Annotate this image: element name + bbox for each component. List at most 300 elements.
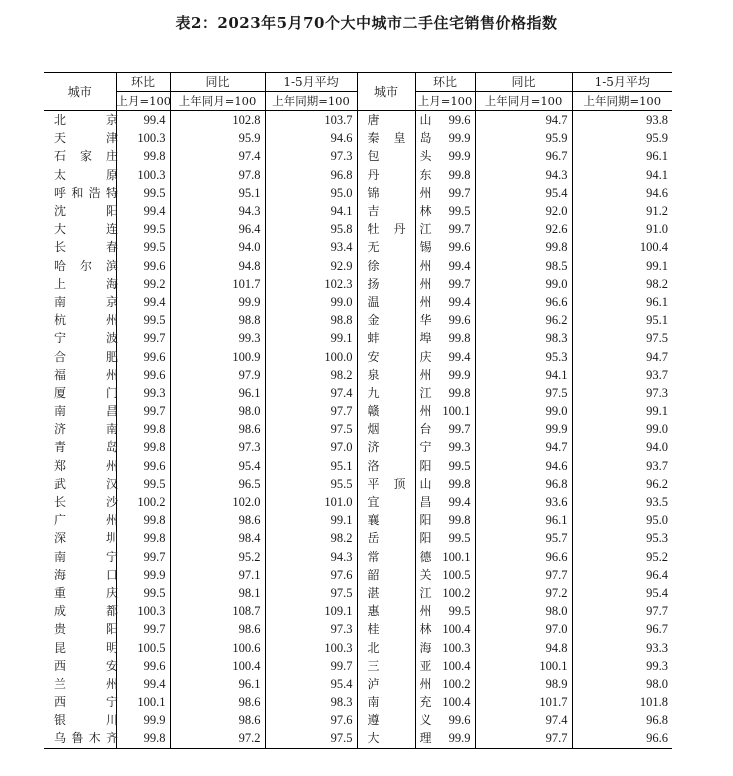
mom-value-right: 99.4: [415, 293, 475, 311]
table-row: [44, 384, 672, 402]
city-name-left: [44, 420, 116, 438]
city-label: 武 汉: [54, 476, 118, 491]
city-name-left: [44, 129, 116, 147]
avg-value-left: 97.5: [265, 729, 357, 748]
yoy-value-right: 100.1: [475, 657, 572, 675]
city-label: 郑 州: [54, 458, 118, 473]
mom-value-right: 99.6: [415, 238, 475, 256]
mom-value-left: 99.3: [116, 384, 170, 402]
city-label: 平顶山: [367, 476, 432, 491]
table-row: [44, 147, 672, 165]
mom-value-right: 100.4: [415, 657, 475, 675]
city-name-left: [44, 675, 116, 693]
avg-value-left: 97.4: [265, 384, 357, 402]
city-label: 济 南: [54, 422, 118, 437]
yoy-value-right: 99.8: [475, 238, 572, 256]
city-name-right: [357, 529, 432, 547]
city-label: 南 昌: [54, 404, 118, 419]
yoy-value-left: 96.1: [170, 675, 265, 693]
city-label: 洛 阳: [367, 458, 432, 473]
table-row: [44, 220, 672, 238]
avg-value-left: 103.7: [265, 111, 357, 130]
city-label: 石家庄: [54, 149, 118, 164]
mom-value-left: 99.7: [116, 402, 170, 420]
table-row: [44, 111, 672, 130]
table-row: [44, 693, 672, 711]
yoy-value-right: 99.9: [475, 420, 572, 438]
avg-value-right: 96.4: [572, 566, 672, 584]
mom-value-right: 99.9: [415, 129, 475, 147]
mom-value-left: 99.7: [116, 548, 170, 566]
avg-value-right: 99.3: [572, 657, 672, 675]
yoy-value-right: 94.6: [475, 457, 572, 475]
city-label: 襄 阳: [367, 513, 432, 528]
mom-value-right: 99.9: [415, 729, 475, 748]
table-row: [44, 620, 672, 638]
header-avg-right: 1-5月平均: [572, 73, 672, 92]
yoy-value-left: 94.8: [170, 257, 265, 275]
mom-value-left: 99.8: [116, 511, 170, 529]
avg-value-left: 97.3: [265, 147, 357, 165]
mom-value-right: 100.4: [415, 693, 475, 711]
city-label: 赣 州: [367, 404, 432, 419]
city-name-right: [357, 347, 432, 365]
avg-value-right: 94.7: [572, 347, 672, 365]
city-name-left: [44, 511, 116, 529]
city-label: 厦 门: [54, 385, 118, 400]
avg-value-left: 94.1: [265, 202, 357, 220]
yoy-value-left: 95.2: [170, 548, 265, 566]
avg-value-right: 93.5: [572, 493, 672, 511]
city-name-left: [44, 202, 116, 220]
city-name-right: [357, 584, 432, 602]
mom-value-right: 99.5: [415, 602, 475, 620]
yoy-value-left: 96.1: [170, 384, 265, 402]
city-name-right: [357, 675, 432, 693]
city-label: 扬 州: [367, 276, 432, 291]
yoy-value-left: 95.9: [170, 129, 265, 147]
yoy-value-right: 97.0: [475, 620, 572, 638]
header-avg-left: 1-5月平均: [265, 73, 357, 92]
avg-value-left: 92.9: [265, 257, 357, 275]
avg-value-left: 99.0: [265, 293, 357, 311]
city-label: 广 州: [54, 513, 118, 528]
table-row: [44, 548, 672, 566]
city-label: 南 京: [54, 294, 118, 309]
table-row: [44, 166, 672, 184]
yoy-value-right: 99.0: [475, 275, 572, 293]
avg-value-left: 99.7: [265, 657, 357, 675]
avg-value-right: 98.0: [572, 675, 672, 693]
subheader-yoy-left: 上年同月=100: [170, 92, 265, 111]
mom-value-right: 100.1: [415, 548, 475, 566]
table-row: [44, 293, 672, 311]
mom-value-left: 99.5: [116, 220, 170, 238]
mom-value-left: 100.3: [116, 602, 170, 620]
city-label: 西 安: [54, 658, 118, 673]
city-name-left: [44, 111, 116, 130]
mom-value-right: 99.4: [415, 493, 475, 511]
table-row: [44, 638, 672, 656]
city-label: 南 宁: [54, 549, 118, 564]
avg-value-right: 95.9: [572, 129, 672, 147]
table-row: [44, 511, 672, 529]
yoy-value-left: 97.1: [170, 566, 265, 584]
avg-value-left: 94.3: [265, 548, 357, 566]
yoy-value-left: 97.3: [170, 438, 265, 456]
mom-value-left: 99.4: [116, 293, 170, 311]
avg-value-right: 97.5: [572, 329, 672, 347]
city-name-left: [44, 693, 116, 711]
mom-value-right: 99.7: [415, 275, 475, 293]
yoy-value-left: 102.8: [170, 111, 265, 130]
city-name-right: [357, 293, 432, 311]
yoy-value-right: 95.7: [475, 529, 572, 547]
city-name-right: [357, 220, 432, 238]
avg-value-left: 94.6: [265, 129, 357, 147]
avg-value-right: 95.1: [572, 311, 672, 329]
mom-value-left: 99.6: [116, 657, 170, 675]
avg-value-left: 95.4: [265, 675, 357, 693]
city-name-left: [44, 602, 116, 620]
avg-value-left: 100.3: [265, 638, 357, 656]
city-label: 三 亚: [367, 658, 432, 673]
mom-value-left: 100.3: [116, 129, 170, 147]
mom-value-right: 100.1: [415, 402, 475, 420]
city-label: 北 京: [54, 113, 118, 128]
city-name-right: [357, 184, 432, 202]
avg-value-right: 94.0: [572, 438, 672, 456]
yoy-value-left: 98.6: [170, 693, 265, 711]
city-label: 徐 州: [367, 258, 432, 273]
mom-value-left: 99.4: [116, 111, 170, 130]
yoy-value-right: 96.1: [475, 511, 572, 529]
city-label: 宁 波: [54, 331, 118, 346]
mom-value-left: 99.5: [116, 184, 170, 202]
avg-value-left: 100.0: [265, 347, 357, 365]
city-name-left: [44, 293, 116, 311]
yoy-value-left: 95.1: [170, 184, 265, 202]
mom-value-left: 99.9: [116, 566, 170, 584]
city-label: 青 岛: [54, 440, 118, 455]
yoy-value-right: 94.7: [475, 438, 572, 456]
avg-value-right: 93.7: [572, 457, 672, 475]
mom-value-right: 99.8: [415, 166, 475, 184]
avg-value-left: 93.4: [265, 238, 357, 256]
mom-value-left: 99.6: [116, 347, 170, 365]
mom-value-right: 99.5: [415, 202, 475, 220]
city-label: 无 锡: [367, 240, 432, 255]
mom-value-left: 99.5: [116, 475, 170, 493]
avg-value-left: 97.3: [265, 620, 357, 638]
yoy-value-left: 98.6: [170, 420, 265, 438]
mom-value-right: 99.8: [415, 384, 475, 402]
city-name-left: [44, 402, 116, 420]
header-yoy-left: 同比: [170, 73, 265, 92]
city-name-left: [44, 620, 116, 638]
yoy-value-right: 98.5: [475, 257, 572, 275]
city-label: 大 理: [367, 731, 432, 746]
yoy-value-right: 97.2: [475, 584, 572, 602]
avg-value-left: 98.2: [265, 366, 357, 384]
city-name-right: [357, 420, 432, 438]
city-label: 惠 州: [367, 604, 432, 619]
yoy-value-right: 93.6: [475, 493, 572, 511]
city-name-right: [357, 329, 432, 347]
yoy-value-right: 92.6: [475, 220, 572, 238]
yoy-value-left: 97.9: [170, 366, 265, 384]
city-label: 哈尔滨: [54, 258, 118, 273]
table-row: [44, 238, 672, 256]
city-label: 兰 州: [54, 676, 118, 691]
yoy-value-right: 95.3: [475, 347, 572, 365]
city-name-right: [357, 711, 432, 729]
avg-value-right: 99.0: [572, 420, 672, 438]
city-name-left: [44, 220, 116, 238]
yoy-value-left: 100.9: [170, 347, 265, 365]
mom-value-right: 100.4: [415, 620, 475, 638]
mom-value-right: 99.6: [415, 311, 475, 329]
mom-value-right: 99.7: [415, 420, 475, 438]
yoy-value-left: 98.8: [170, 311, 265, 329]
avg-value-left: 97.5: [265, 420, 357, 438]
city-name-left: [44, 147, 116, 165]
yoy-value-left: 95.4: [170, 457, 265, 475]
table-row: [44, 729, 672, 748]
avg-value-left: 97.6: [265, 566, 357, 584]
city-label: 常 德: [367, 549, 432, 564]
mom-value-left: 100.1: [116, 693, 170, 711]
avg-value-right: 95.3: [572, 529, 672, 547]
city-label: 深 圳: [54, 531, 118, 546]
avg-value-left: 98.2: [265, 529, 357, 547]
yoy-value-left: 98.1: [170, 584, 265, 602]
city-name-left: [44, 529, 116, 547]
city-label: 岳 阳: [367, 531, 432, 546]
city-name-left: [44, 457, 116, 475]
city-name-left: [44, 384, 116, 402]
mom-value-left: 99.7: [116, 620, 170, 638]
table-row: [44, 529, 672, 547]
avg-value-right: 97.3: [572, 384, 672, 402]
avg-value-left: 97.6: [265, 711, 357, 729]
yoy-value-right: 95.4: [475, 184, 572, 202]
avg-value-right: 100.4: [572, 238, 672, 256]
city-label: 太 原: [54, 167, 118, 182]
city-label: 金 华: [367, 313, 432, 328]
table-row: [44, 657, 672, 675]
mom-value-right: 99.9: [415, 366, 475, 384]
city-label: 大 连: [54, 222, 118, 237]
avg-value-right: 95.4: [572, 584, 672, 602]
avg-value-right: 99.1: [572, 402, 672, 420]
city-name-left: [44, 729, 116, 748]
yoy-value-right: 96.7: [475, 147, 572, 165]
city-label: 温 州: [367, 294, 432, 309]
mom-value-right: 99.6: [415, 711, 475, 729]
city-label: 杭 州: [54, 313, 118, 328]
subheader-mom-left: 上月=100: [116, 92, 170, 111]
city-label: 泉 州: [367, 367, 432, 382]
city-label: 宜 昌: [367, 495, 432, 510]
city-name-right: [357, 129, 432, 147]
avg-value-right: 96.1: [572, 147, 672, 165]
city-name-right: [357, 693, 432, 711]
avg-value-left: 102.3: [265, 275, 357, 293]
table-row: [44, 184, 672, 202]
table-row: [44, 438, 672, 456]
city-name-left: [44, 166, 116, 184]
city-name-left: [44, 711, 116, 729]
subheader-yoy-right: 上年同月=100: [475, 92, 572, 111]
yoy-value-right: 101.7: [475, 693, 572, 711]
yoy-value-left: 102.0: [170, 493, 265, 511]
mom-value-right: 99.4: [415, 257, 475, 275]
city-name-left: [44, 238, 116, 256]
city-label: 包 头: [367, 149, 432, 164]
city-name-left: [44, 548, 116, 566]
city-name-right: [357, 257, 432, 275]
header-city-left: 城市: [44, 73, 116, 111]
mom-value-right: 99.5: [415, 457, 475, 475]
yoy-value-left: 96.4: [170, 220, 265, 238]
yoy-value-right: 92.0: [475, 202, 572, 220]
mom-value-right: 99.8: [415, 475, 475, 493]
city-name-right: [357, 111, 432, 130]
avg-value-right: 93.3: [572, 638, 672, 656]
yoy-value-left: 100.6: [170, 638, 265, 656]
mom-value-right: 99.5: [415, 529, 475, 547]
yoy-value-right: 94.3: [475, 166, 572, 184]
city-label: 北 海: [367, 640, 432, 655]
mom-value-right: 100.3: [415, 638, 475, 656]
city-label: 西 宁: [54, 695, 118, 710]
header-city-right: 城市: [357, 73, 415, 111]
city-name-left: [44, 347, 116, 365]
yoy-value-right: 97.4: [475, 711, 572, 729]
yoy-value-left: 100.4: [170, 657, 265, 675]
city-name-left: [44, 366, 116, 384]
mom-value-left: 99.8: [116, 438, 170, 456]
city-name-left: [44, 657, 116, 675]
subheader-avg-left: 上年同期=100: [265, 92, 357, 111]
city-label: 海 口: [54, 567, 118, 582]
avg-value-right: 96.2: [572, 475, 672, 493]
yoy-value-right: 98.9: [475, 675, 572, 693]
table-row: [44, 584, 672, 602]
city-name-right: [357, 475, 432, 493]
city-label: 长 春: [54, 240, 118, 255]
avg-value-right: 96.6: [572, 729, 672, 748]
city-label: 福 州: [54, 367, 118, 382]
mom-value-left: 99.4: [116, 202, 170, 220]
yoy-value-left: 101.7: [170, 275, 265, 293]
city-label: 湛 江: [367, 585, 432, 600]
yoy-value-right: 96.8: [475, 475, 572, 493]
city-label: 蚌 埠: [367, 331, 432, 346]
yoy-value-left: 98.6: [170, 511, 265, 529]
avg-value-right: 96.8: [572, 711, 672, 729]
table-row: [44, 420, 672, 438]
city-label: 合 肥: [54, 349, 118, 364]
city-name-left: [44, 438, 116, 456]
mom-value-left: 99.8: [116, 729, 170, 748]
mom-value-right: 99.6: [415, 111, 475, 130]
city-name-left: [44, 493, 116, 511]
mom-value-right: 99.7: [415, 220, 475, 238]
yoy-value-right: 97.5: [475, 384, 572, 402]
city-name-left: [44, 257, 116, 275]
city-name-right: [357, 638, 432, 656]
avg-value-left: 96.8: [265, 166, 357, 184]
yoy-value-left: 97.8: [170, 166, 265, 184]
city-name-left: [44, 566, 116, 584]
city-label: 吉 林: [367, 204, 432, 219]
city-name-right: [357, 166, 432, 184]
yoy-value-left: 98.4: [170, 529, 265, 547]
city-name-right: [357, 548, 432, 566]
avg-value-left: 98.8: [265, 311, 357, 329]
avg-value-right: 94.1: [572, 166, 672, 184]
avg-value-right: 93.7: [572, 366, 672, 384]
avg-value-left: 97.0: [265, 438, 357, 456]
avg-value-left: 109.1: [265, 602, 357, 620]
avg-value-right: 98.2: [572, 275, 672, 293]
yoy-value-right: 98.0: [475, 602, 572, 620]
city-label: 呼和浩特: [54, 185, 118, 200]
table-row: [44, 275, 672, 293]
table-row: [44, 711, 672, 729]
yoy-value-left: 99.9: [170, 293, 265, 311]
header-mom-left: 环比: [116, 73, 170, 92]
table-row: [44, 602, 672, 620]
mom-value-right: 99.4: [415, 347, 475, 365]
city-name-right: [357, 511, 432, 529]
city-label: 牡丹江: [367, 222, 432, 237]
city-name-left: [44, 275, 116, 293]
city-label: 乌鲁木齐: [54, 731, 118, 746]
city-label: 银 川: [54, 713, 118, 728]
mom-value-left: 99.4: [116, 675, 170, 693]
table-title: 表2：2023年5月70个大中城市二手住宅销售价格指数: [175, 14, 558, 32]
yoy-value-right: 96.6: [475, 293, 572, 311]
avg-value-left: 95.1: [265, 457, 357, 475]
table-row: [44, 129, 672, 147]
table-row: [44, 402, 672, 420]
mom-value-left: 99.6: [116, 457, 170, 475]
city-name-right: [357, 238, 432, 256]
table-row: [44, 475, 672, 493]
yoy-value-left: 97.4: [170, 147, 265, 165]
city-label: 锦 州: [367, 185, 432, 200]
city-label: 泸 州: [367, 676, 432, 691]
avg-value-left: 95.8: [265, 220, 357, 238]
yoy-value-right: 97.7: [475, 566, 572, 584]
header-mom-right: 环比: [415, 73, 475, 92]
table-row: [44, 675, 672, 693]
avg-value-right: 96.1: [572, 293, 672, 311]
avg-value-left: 97.7: [265, 402, 357, 420]
mom-value-right: 99.9: [415, 147, 475, 165]
yoy-value-right: 99.0: [475, 402, 572, 420]
mom-value-right: 99.7: [415, 184, 475, 202]
city-name-left: [44, 311, 116, 329]
avg-value-right: 95.2: [572, 548, 672, 566]
city-label: 上 海: [54, 276, 118, 291]
mom-value-left: 99.8: [116, 529, 170, 547]
city-name-left: [44, 584, 116, 602]
table-row: [44, 566, 672, 584]
